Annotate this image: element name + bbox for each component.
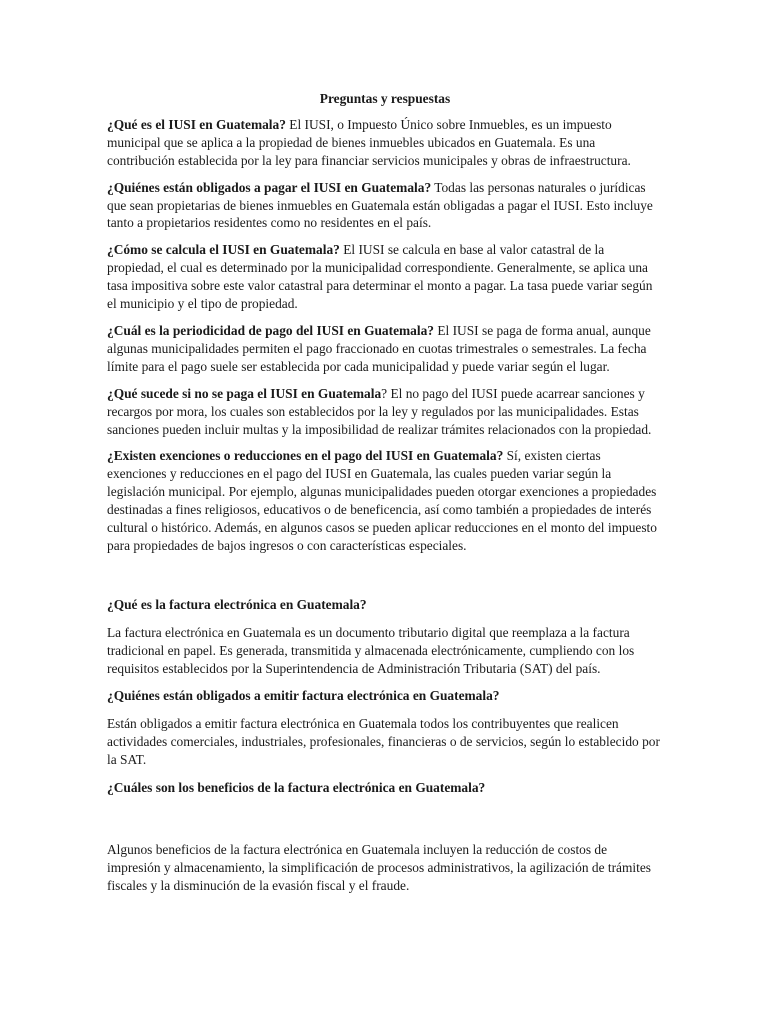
question-text: ¿Cuál es la periodicidad de pago del IUSI en Guatemala? xyxy=(107,322,434,338)
spacer xyxy=(107,614,663,624)
answer-text: El IUSI se calcula en base al valor catastral de la propiedad, el cual es determinado por la municipalidad correspondiente. Generalmente, se aplica una tasa impositiva sobre este valor catastral para determinar el monto a pagar. La tasa puede variar según el municipio y el tipo de propiedad. xyxy=(107,242,653,312)
section-text-factura-definicion: La factura electrónica en Guatemala es un documento tributario digital que reemplaza a la factura tradicional en papel. Es generada, transmitida y almacenada electrónicamente, cumpliendo con los requisitos establecidos por la Superintendencia de Administración Tributaria (SAT) del país. xyxy=(107,624,635,676)
section-heading-factura-definicion: ¿Qué es la factura electrónica en Guatemala? xyxy=(107,596,367,612)
page-title: Preguntas y respuestas xyxy=(319,91,451,106)
document-body xyxy=(107,90,663,895)
qa-paragraph-iusi-periodicidad xyxy=(107,322,663,376)
question-text: ¿Cómo se calcula el IUSI en Guatemala? xyxy=(107,242,340,258)
question-text: ¿Quiénes están obligados a pagar el IUSI en Guatemala? xyxy=(107,179,432,195)
question-text: ¿Qué sucede si no se paga el IUSI en Guatemala xyxy=(107,385,382,401)
spacer xyxy=(107,564,663,596)
answer-text: El IUSI se paga de forma anual, aunque algunas municipalidades permiten el pago fraccionado en cuotas trimestrales o semestrales. La fecha límite para el pago suele ser establecida por cada municipalidad y puede variar según el lugar. xyxy=(107,322,651,374)
qa-paragraph-iusi-exenciones xyxy=(107,447,663,554)
spacer xyxy=(107,677,663,687)
qa-paragraph-iusi-calculo xyxy=(107,241,663,313)
section-text-factura-beneficios: Algunos beneficios de la factura electrónica en Guatemala incluyen la reducción de costos de impresión y almacenamiento, la simplificación de procesos administrativos, la agilización de trámites fiscales y la disminución de la evasión fiscal y el fraude. xyxy=(107,842,652,893)
question-text: ¿Qué es el IUSI en Guatemala? xyxy=(107,116,286,132)
spacer xyxy=(107,797,663,841)
section-heading-factura-obligados: ¿Quiénes están obligados a emitir factura electrónica en Guatemala? xyxy=(107,688,500,704)
qa-paragraph-iusi-definition xyxy=(107,116,663,170)
spacer xyxy=(107,705,663,715)
qa-paragraph-iusi-obligados xyxy=(107,179,663,233)
spacer xyxy=(107,769,663,779)
question-text: ¿Existen exenciones o reducciones en el pago del IUSI en Guatemala? xyxy=(107,448,504,464)
answer-text: Sí, existen ciertas exenciones y reducciones en el pago del IUSI en Guatemala, las cuales pueden variar según la legislación municipal. Por ejemplo, algunas municipalidades pueden otorgar exenciones a propiedades destinadas a fines religiosos, educativos o de beneficencia, así como también a propiedades de interés cultural o histórico. Además, en algunos casos se pueden aplicar reducciones en el monto del impuesto para propiedades de bajos ingresos o con características especiales. xyxy=(107,448,657,553)
answer-text: ? El no pago del IUSI puede acarrear sanciones y recargos por mora, los cuales son establecidos por la ley y regulados por las municipalidades. Estas sanciones pueden incluir multas y la imposibilidad de realizar trámites relacionados con la propiedad. xyxy=(107,385,652,437)
qa-paragraph-iusi-no-pago xyxy=(107,385,663,439)
section-text-factura-obligados: Están obligados a emitir factura electrónica en Guatemala todos los contribuyentes que realicen actividades comerciales, industriales, profesionales, financieras o de servicios, según lo establecido por la SAT. xyxy=(107,716,660,768)
section-heading-factura-beneficios: ¿Cuáles son los beneficios de la factura electrónica en Guatemala? xyxy=(107,780,486,796)
answer-text: Todas las personas naturales o jurídicas que sean propietarias de bienes inmuebles en Guatemala están obligadas a pagar el IUSI. Esto incluye tanto a propietarios residentes como no residentes en el país. xyxy=(107,179,653,231)
answer-text: El IUSI, o Impuesto Único sobre Inmuebles, es un impuesto municipal que se aplica a la propiedad de bienes inmuebles ubicados en Guatemala. Es una contribución establecida por la ley para financiar servicios municipales y obras de infraestructura. xyxy=(107,116,631,168)
